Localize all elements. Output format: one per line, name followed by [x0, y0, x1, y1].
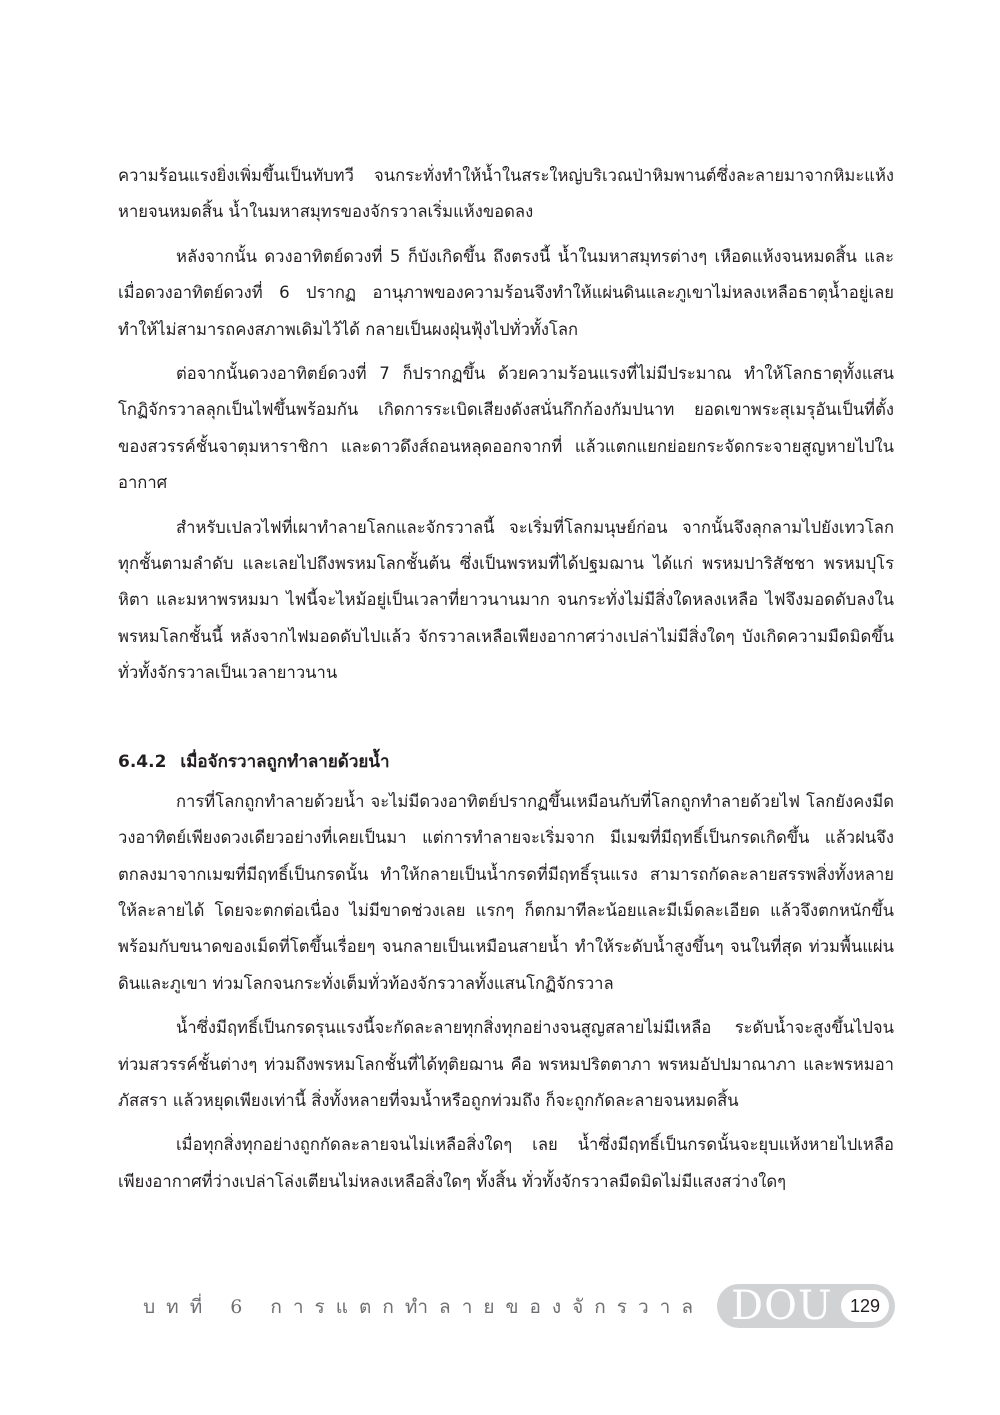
- paragraph-2: หลังจากนั้น ดวงอาทิตย์ดวงที่ 5 ก็บังเกิดขึ้น ถึงตรงนี้ น้ำในมหาสมุทรต่างๆ เหือดแห้งจนหมดสิ้น และเมื่อดวงอาทิตย์ดวงที่ 6 ปรากฏ อานุภาพของความร้อนจึงทำให้แผ่นดินและภูเขาไม่หลงเหลือธาตุน้ำอยู่เลย ทำให้ไม่สามารถคงสภาพเดิมไว้ได้ กลายเป็นผงฝุ่นฟุ้งไปทั่วทั้งโลก: [118, 246, 894, 339]
- section-title: เมื่อจักรวาลถูกทำลายด้วยน้ำ: [180, 751, 390, 772]
- page-body: [118, 158, 894, 1208]
- page-footer: [0, 1282, 1000, 1330]
- paragraph-6: น้ำซึ่งมีฤทธิ์เป็นกรดรุนแรงนี้จะกัดละลายทุกสิ่งทุกอย่างจนสูญสลายไม่มีเหลือ ระดับน้ำจะสูงขึ้นไปจนท่วมสวรรค์ชั้นต่างๆ ท่วมถึงพรหมโลกชั้นที่ได้ทุติยฌาน คือ พรหมปริตตาภา พรหมอัปปมาณาภา และพรหมอาภัสสรา แล้วหยุดเพียงเท่านี้ สิ่งทั้งหลายที่จมน้ำหรือถูกท่วมถึง ก็จะถูกกัดละลายจนหมดสิ้น: [118, 1018, 894, 1110]
- section-heading: [118, 744, 894, 780]
- paragraph-1: ความร้อนแรงยิ่งเพิ่มขึ้นเป็นทับทวี จนกระทั่งทำให้น้ำในสระใหญ่บริเวณป่าหิมพานต์ซึ่งละลายมาจากหิมะแห้งหายจนหมดสิ้น น้ำในมหาสมุทรของจักรวาลเริ่มแห้งขอดลง: [118, 166, 894, 222]
- paragraph-7: เมื่อทุกสิ่งทุกอย่างถูกกัดละลายจนไม่เหลือสิ่งใดๆ เลย น้ำซึ่งมีฤทธิ์เป็นกรดนั้นจะยุบแห้งหายไปเหลือเพียงอากาศที่ว่างเปล่าโล่งเตียนไม่หลงเหลือสิ่งใดๆ ทั้งสิ้น ทั่วทั้งจักรวาลมืดมิดไม่มีแสงสว่างใดๆ: [118, 1135, 894, 1191]
- dou-logo: DOU: [731, 1283, 833, 1329]
- paragraph-4: สำหรับเปลวไฟที่เผาทำลายโลกและจักรวาลนี้ จะเริ่มที่โลกมนุษย์ก่อน จากนั้นจึงลุกลามไปยังเทวโลกทุกชั้นตามลำดับ และเลยไปถึงพรหมโลกชั้นต้น ซึ่งเป็นพรหมที่ได้ปฐมฌาน ได้แก่ พรหมปาริสัชชา พรหมปุโรหิตา และมหาพรหมมา ไฟนี้จะไหม้อยู่เป็นเวลาที่ยาวนานมาก จนกระทั่งไม่มีสิ่งใดหลงเหลือ ไฟจึงมอดดับลงในพรหมโลกชั้นนี้ หลังจากไฟมอดดับไปแล้ว จักรวาลเหลือเพียงอากาศว่างเปล่าไม่มีสิ่งใดๆ บังเกิดความมืดมิดขึ้นทั่วทั้งจักรวาลเป็นเวลายาวนาน: [118, 517, 894, 683]
- paragraph-3: ต่อจากนั้นดวงอาทิตย์ดวงที่ 7 ก็ปรากฏขึ้น ด้วยความร้อนแรงที่ไม่มีประมาณ ทำให้โลกธาตุทั้งแสนโกฏิจักรวาลลุกเป็นไฟขึ้นพร้อมกัน เกิดการระเบิดเสียงดังสนั่นกึกก้องกัมปนาท ยอดเขาพระสุเมรุอันเป็นที่ตั้งของสวรรค์ชั้นจาตุมหาราชิกา และดาวดึงส์ถอนหลุดออกจากที่ แล้วแตกแยกย่อยกระจัดกระจายสูญหายไปในอากาศ: [118, 364, 894, 493]
- dou-badge: [717, 1284, 895, 1328]
- chapter-title: บทที่ 6 การแตกทำลายของจักรวาล: [143, 1296, 704, 1318]
- section-number: 6.4.2: [118, 751, 167, 772]
- paragraph-5: การที่โลกถูกทำลายด้วยน้ำ จะไม่มีดวงอาทิตย์ปรากฏขึ้นเหมือนกับที่โลกถูกทำลายด้วยไฟ โลกยังคงมีดวงอาทิตย์เพียงดวงเดียวอย่างที่เคยเป็นมา แต่การทำลายจะเริ่มจาก มีเมฆที่มีฤทธิ์เป็นกรดเกิดขึ้น แล้วฝนจึงตกลงมาจากเมฆที่มีฤทธิ์เป็นกรดนั้น ทำให้กลายเป็นน้ำกรดที่มีฤทธิ์รุนแรง สามารถกัดละลายสรรพสิ่งทั้งหลายให้ละลายได้ โดยจะตกต่อเนื่อง ไม่มีขาดช่วงเลย แรกๆ ก็ตกมาทีละน้อยและมีเม็ดละเอียด แล้วจึงตกหนักขึ้น พร้อมกับขนาดของเม็ดที่โตขึ้นเรื่อยๆ จนกลายเป็นเหมือนสายน้ำ ทำให้ระดับน้ำสูงขึ้นๆ จนในที่สุด ท่วมพื้นแผ่นดินและภูเขา ท่วมโลกจนกระทั่งเต็มทั่วท้องจักรวาลทั้งแสนโกฏิจักรวาล: [118, 791, 894, 993]
- page-number: 129: [841, 1290, 889, 1322]
